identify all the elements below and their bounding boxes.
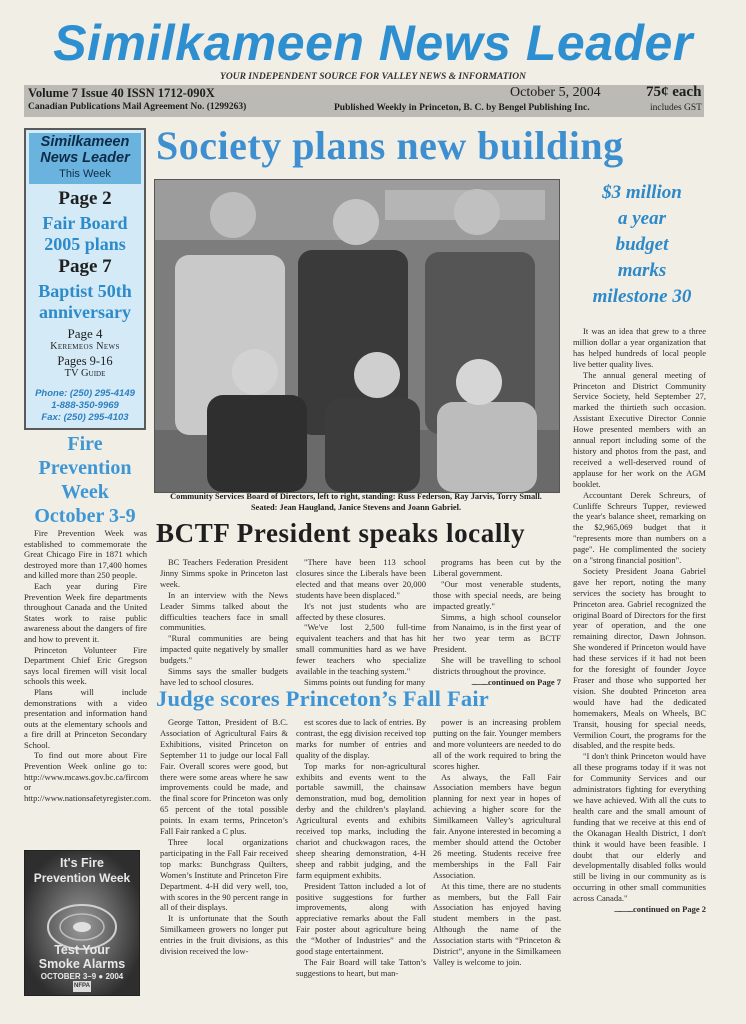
index-box-header — [29, 133, 141, 184]
fair-paragraph: Top marks for non-agricultural exhibits and events went to the portable sawmill, the chainsaw demonstration, mud bog, demolition derby and the children’s playland. Agricultural events and exhibits received top marks, including the chariot and chuckwagon races, the sheep shearing demonstration, 4-H sheep and rabbit judging, and the farm equipment exhibits. — [296, 760, 426, 880]
fire-week-ad — [24, 850, 140, 996]
bctf-column-3 — [433, 557, 561, 688]
subhead-line-5: milestone 30 — [592, 286, 692, 307]
this-week-index-box — [24, 128, 146, 430]
bctf-paragraph: Simms points out funding for many — [304, 676, 426, 687]
issue-info-bar — [24, 85, 704, 117]
fire-paragraph: Each year during Fire Prevention Week fire departments throughout Canada and the United States work to raise public awareness about the dangers of fire and how to prevent it. — [24, 580, 147, 644]
index-fair-board-1[interactable]: Fair Board — [42, 213, 128, 233]
fair-column-3 — [433, 717, 561, 968]
issue-date: October 5, 2004 — [510, 85, 601, 100]
bctf-continued-label[interactable]: continued on Page 7 — [488, 676, 561, 687]
ad-line-4: Smoke Alarms — [38, 957, 126, 971]
fire-paragraph: Fire Prevention Week was established to commemorate the Great Chicago Fire in 1871 which destroyed more than 17,400 homes and killed more than 250 people. — [24, 528, 147, 581]
price-gst-note: includes GST — [650, 103, 702, 113]
lead-continued[interactable]: .................continued on Page 2 — [613, 904, 706, 915]
lead-headline: Society plans new building — [156, 123, 624, 168]
group-photo-illustration — [155, 180, 559, 492]
fair-paragraph: George Tatton, President of B.C. Association of Agricultural Fairs & Exhibitions, visited Princeton on September 11 to judge our local Fall Fair. Overall scores were good, but there were some areas where he saw improvements could be made, and the final score for Princeton was only 65 percent of the total possible points. In exam terms, Princeton’s Fall Fair ranked a C plus. — [160, 717, 288, 837]
bctf-paragraph: programs has been cut by the Liberal government. — [433, 557, 561, 578]
index-box-title-2: News Leader — [40, 150, 130, 166]
photo-caption: Community Services Board of Directors, left to right, standing: Russ Federson, Ray Jarvis, Torry Small. Seated: Jean Haugland, Janice Stevens and Joann Gabriel. — [170, 492, 542, 512]
fire-head-line-4: October 3-9 — [34, 505, 136, 527]
fire-head-line-2: Prevention — [38, 457, 132, 479]
index-baptist-2[interactable]: anniversary — [39, 302, 131, 322]
index-box-title-1: Similkameen — [40, 134, 130, 150]
nfpa-logo-text: NFPA — [74, 983, 90, 989]
bctf-paragraph: She will be travelling to school districts throughout the province. — [433, 655, 561, 677]
price: 75¢ each — [646, 84, 702, 100]
index-box-subtitle: This Week — [59, 168, 111, 180]
index-page-4[interactable]: Page 4 — [67, 326, 103, 341]
bctf-headline: BCTF President speaks locally — [156, 518, 526, 548]
index-keremeos[interactable]: Keremeos News — [50, 341, 120, 352]
fair-paragraph: As always, the Fall Fair Association members have begun planning for next year in hopes of achieving a higher score for the Similkameen Valley’s agricultural fair. Anyone interested in becoming a member should attend the October 26 meeting. Students receive free memberships in the Fall Fair Association. — [433, 771, 561, 880]
bctf-paragraph: Simms says the smaller budgets have led to school closures. — [160, 666, 288, 687]
bctf-paragraph: It's not just students who are affected by these closures. — [296, 600, 426, 622]
board-of-directors-photo — [154, 179, 560, 493]
fall-fair-headline: Judge scores Princeton’s Fall Fair — [156, 686, 489, 711]
index-pages-9-16[interactable]: Pages 9-16 — [57, 354, 113, 368]
bctf-paragraph: "Our most venerable students, those with special needs, are being impacted greatly." — [433, 578, 561, 611]
subhead-line-1: $3 million — [602, 182, 682, 203]
lead-continued-label[interactable]: continued on Page 2 — [633, 904, 706, 915]
bctf-column-1 — [160, 557, 288, 688]
bctf-paragraph: "Rural communities are being impacted quite negatively by smaller budgets." — [160, 633, 288, 666]
bctf-continued[interactable]: ...............continued on Page 7 — [471, 676, 561, 687]
fair-paragraph: est scores due to lack of entries. By contrast, the egg division received top marks for number of entries and quality of the display. — [296, 717, 426, 760]
subhead-line-4: marks — [617, 260, 667, 281]
lead-paragraph: "I don't think Princeton would have all these programs today if it was not for Community Services and our administrators fighting for everything we have achieved. With all the cuts to health care and the small amount of funding that we receive at this end of the Okanagan Health District, I don't think it would have been feasible. I doubt that our elderly and developmentally disabled folks would still be living in our community as is occurring in other small communities across Canada." — [573, 751, 706, 904]
bctf-paragraph: BC Teachers Federation President Jinny Simms spoke in Princeton last week. — [160, 557, 288, 589]
index-tv-guide[interactable]: TV Guide — [64, 368, 106, 379]
fair-paragraph: power is an increasing problem putting on the fair. Younger members and more volunteers are needed to do all of the work required to bring the scores higher. — [433, 717, 561, 771]
index-baptist-1[interactable]: Baptist 50th — [38, 281, 132, 301]
phone-number: Phone: (250) 295-4149 — [35, 388, 135, 399]
subhead-line-3: budget — [615, 234, 669, 255]
fair-paragraph: Three local organizations participating in the Fall Fair received top marks: Bunchgrass Quilters, Women’s Institute and Princeton Fire Department. 4-H did very well, too, with scores in the 90 percent range in all of their displays. — [160, 836, 288, 913]
index-fair-board-2[interactable]: 2005 plans — [44, 234, 126, 254]
lead-paragraph: The annual general meeting of Princeton and District Community Service Society, held September 27, marked the thirtieth such occasion. Assistant Executive Director Connie Howe presented members with an annual report including some of the history and photos from the past, and received a well-deserved round of applause for her work on the AGM booklet. — [573, 369, 706, 489]
bctf-paragraph: "We've lost 2,500 full-time equivalent teachers and that has hit small communities hard as we have fewer teachers who specialize available in the teaching system." — [296, 622, 426, 677]
fire-prevention-headline — [24, 432, 146, 528]
lead-paragraph: It was an idea that grew to a three million dollar a year organization that has helped hundreds of local people live better quality lives. — [573, 326, 706, 369]
fire-paragraph: Plans will include demonstrations with a video presentation and information hand outs at the elementary schools and a fire drill at Princeton Secondary School. — [24, 686, 147, 750]
ad-line-3: Test Your — [54, 943, 110, 957]
lead-subheadline — [568, 180, 716, 310]
index-page-2[interactable]: Page 2 — [58, 188, 112, 209]
fire-paragraph: To find out more about Fire Prevention Week online go to: http://www.mcaws.gov.bc.ca/fircom or http://www.nationsafetyregister.com. — [24, 750, 152, 803]
toll-free-number: 1-888-350-9969 — [51, 400, 119, 411]
fair-paragraph: It is unfortunate that the South Similkameen growers no longer put entries in the fruit divisions, as this division received the low- — [160, 913, 288, 957]
mail-agreement: Canadian Publications Mail Agreement No. (1299263) — [28, 102, 247, 112]
fire-paragraph: Princeton Volunteer Fire Department Chief Eric Gregson says local firemen will visit local schools this week. — [24, 644, 147, 687]
fair-paragraph: President Tatton included a lot of positive suggestions for further improvements, along with appreciative remarks about the Fall Fair poster about agriculture being the “Mother of Industries” and the good stage entertainment. — [296, 880, 426, 957]
fax-number: Fax: (250) 295-4103 — [41, 412, 129, 423]
subhead-line-2: a year — [617, 208, 666, 229]
index-page-7[interactable]: Page 7 — [58, 256, 112, 277]
bctf-column-2 — [296, 557, 426, 688]
ad-line-5: OCTOBER 3–9 ● 2004 — [40, 972, 124, 981]
bctf-paragraph: "There have been 113 school closures since the Liberals have been elected and that means over 20,000 students have been displaced." — [296, 557, 426, 600]
fair-column-2 — [296, 717, 426, 979]
ad-line-2: Prevention Week — [33, 871, 131, 885]
fair-column-1 — [160, 717, 288, 957]
lead-article — [573, 326, 706, 915]
bctf-paragraph: In an interview with the News Leader Simms talked about the difficulties teachers face in small communities. — [160, 589, 288, 633]
fire-prevention-article — [24, 528, 152, 803]
bctf-paragraph: Simms, a high school counselor from Nanaimo, is in the first year of her two year term as BCTF President. — [433, 611, 561, 655]
tagline: YOUR INDEPENDENT SOURCE FOR VALLEY NEWS & INFORMATION — [220, 72, 526, 82]
lead-paragraph: Society President Joana Gabriel gave her report, noting the many services the society has brought to Princeton area. Gabriel recognized the original Board of Directors for the first year of operation, and the one remaining director, Dawn Johnson. She wondered if Princeton would have had these services if it had not been for the foresight of founder Joyce Fraser and those who supported her vision. She doubted Princeton area would have had the dedicated homemakers, Meals on Wheels, BC Transit, housing for special needs, Vermilion Court, the programs for the disabled, and the respite beds. — [573, 565, 706, 751]
ad-line-1: It's Fire — [60, 856, 104, 870]
masthead-title: Similkameen News Leader — [53, 15, 693, 71]
lead-paragraph: Accountant Derek Schreurs, of Cunliffe Schreurs Tupper, reviewed the year's balance sheet, remarking on the $2,965,069 budget that it "represents more than numbers on a page". He complimented the society on a "strong financial position". — [573, 489, 706, 566]
fire-head-line-3: Week — [61, 481, 109, 503]
publisher-line: Published Weekly in Princeton, B. C. by Bengel Publishing Inc. — [334, 103, 590, 113]
volume-issue: Volume 7 Issue 40 ISSN 1712-090X — [28, 86, 215, 100]
fair-paragraph: The Fair Board will take Tatton’s suggestions to heart, but man- — [296, 956, 426, 978]
fire-head-line-1: Fire — [67, 433, 103, 455]
fair-paragraph: At this time, there are no students as members, but the Fall Fair Association has enjoyed having student members in the past. Although the name of the Association starts with “Princeton & District”, anyone in the Similkameen Valley is welcome to join. — [433, 880, 561, 967]
